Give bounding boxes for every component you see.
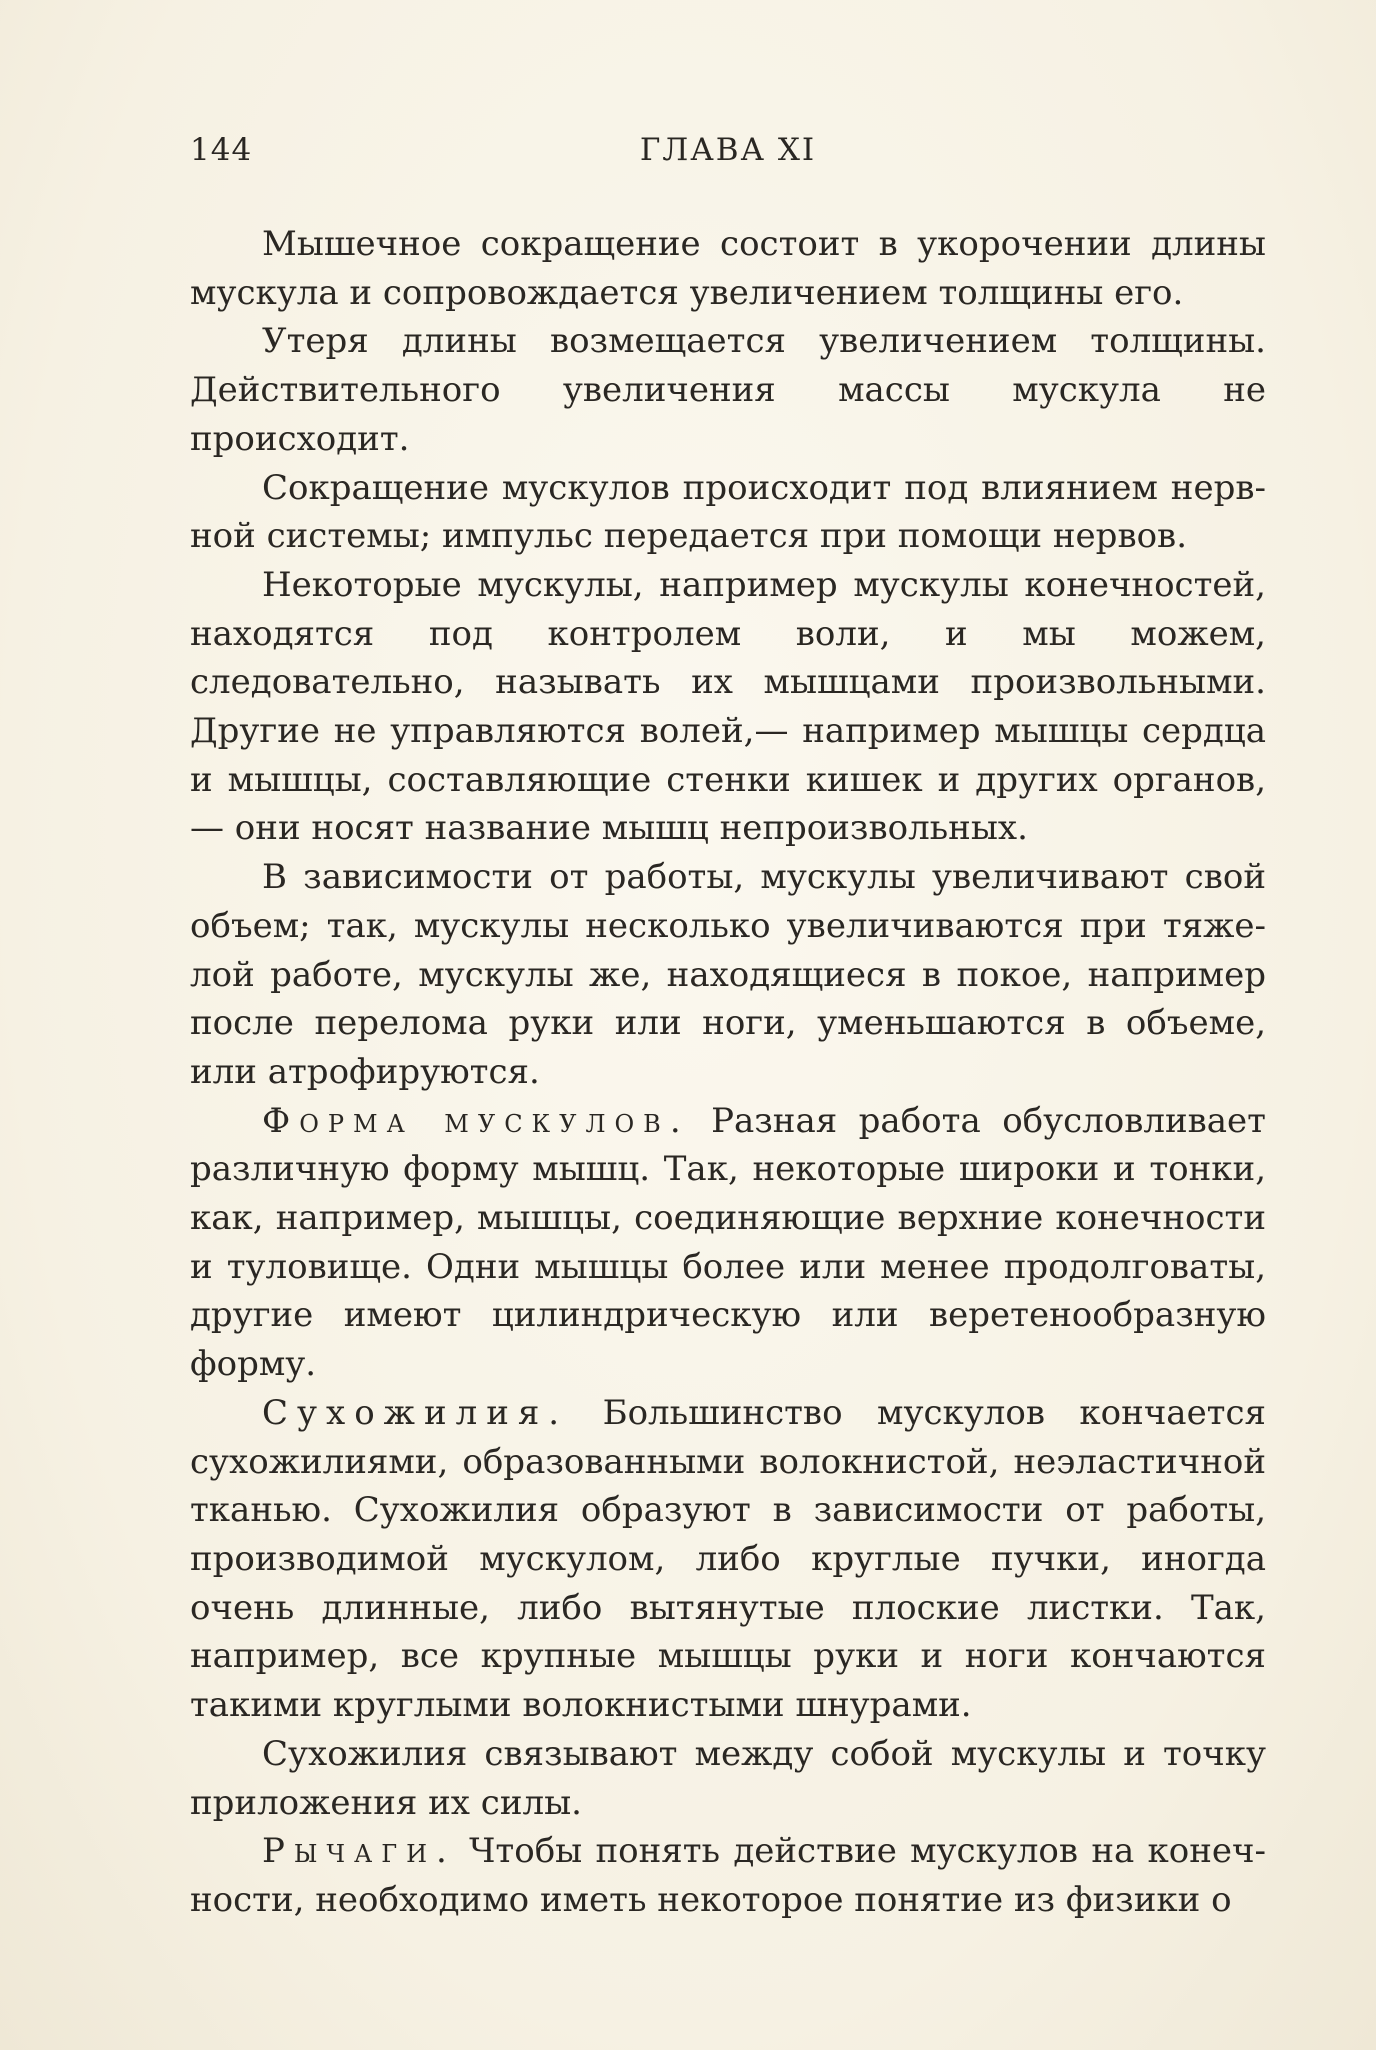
paragraph-text: Сокращение мускулов происходит под влиянием нервной системы; импульс передается при помощи нервов. [190,467,1266,557]
paragraph [190,561,1266,853]
paragraph-text: Большинство мускулов кончается сухожилиями, образованными волокнистой, неэластичной тканью. Сухожилия образуют в зависимости от работы, производимой мускулом, либо круглые пучки, иногда очень длинные, либо вытянутые плоские листки. Так, например, все крупные мышцы руки и ноги кончаются такими круглыми волокнистыми шнурами. [190,1392,1266,1726]
paragraph-text: Мышечное сокращение состоит в укорочении длины мускула и сопровождается увеличением толщины его. [190,224,1266,313]
paragraph [190,464,1266,561]
body-text [190,220,1266,1925]
paragraph [190,317,1266,463]
paragraph-text: Сухожилия связывают между собой мускулы и точку приложения их силы. [190,1733,1266,1823]
paragraph [190,1389,1266,1730]
paragraph [190,1827,1266,1924]
paragraph-text: Утеря длины возмещается увеличением толщины. Действительного увеличения массы мускула не происходит. [190,321,1266,459]
paragraph [190,1730,1266,1827]
paragraph [190,853,1266,1097]
running-head [190,132,1266,176]
paragraph-text: Чтобы понять действие мускулов на конечности, необходимо иметь некоторое понятие из физики о [190,1831,1266,1920]
paragraph-text: Разная работа обусловливает различную форму мышц. Так, некоторые широки и тонки, как, например, мышцы, соединяющие верхние конечности и туловище. Одни мышцы более или менее продолговаты, другие имеют цилиндрическую или веретенообразную форму. [190,1100,1266,1385]
paragraph-text: В зависимости от работы, мускулы увеличивают свой объем; так, мускулы несколько увеличиваются при тяжелой работе, мускулы же, находящиеся в покое, например после перелома руки или ноги, уменьшаются в объеме, или атрофируются. [190,857,1266,1092]
section-heading-muscle-form: Форма мускулов. [262,1100,690,1141]
section-heading-levers: Рычаги. [262,1831,456,1872]
chapter-title: ГЛАВА XI [639,132,817,168]
page-number: 144 [190,132,253,168]
paragraph [190,1097,1266,1389]
paragraph [190,220,1266,317]
paragraph-text: Некоторые мускулы, например мускулы конечностей, находятся под контролем воли, и мы можем, следовательно, называть их мышцами произвольными. Другие не управляются волей,— например мышцы сердца и мышцы, составляющие стенки кишек и других органов, — они носят название мышц непроизвольных. [190,564,1266,849]
section-heading-tendons: Сухожилия. [262,1392,569,1433]
